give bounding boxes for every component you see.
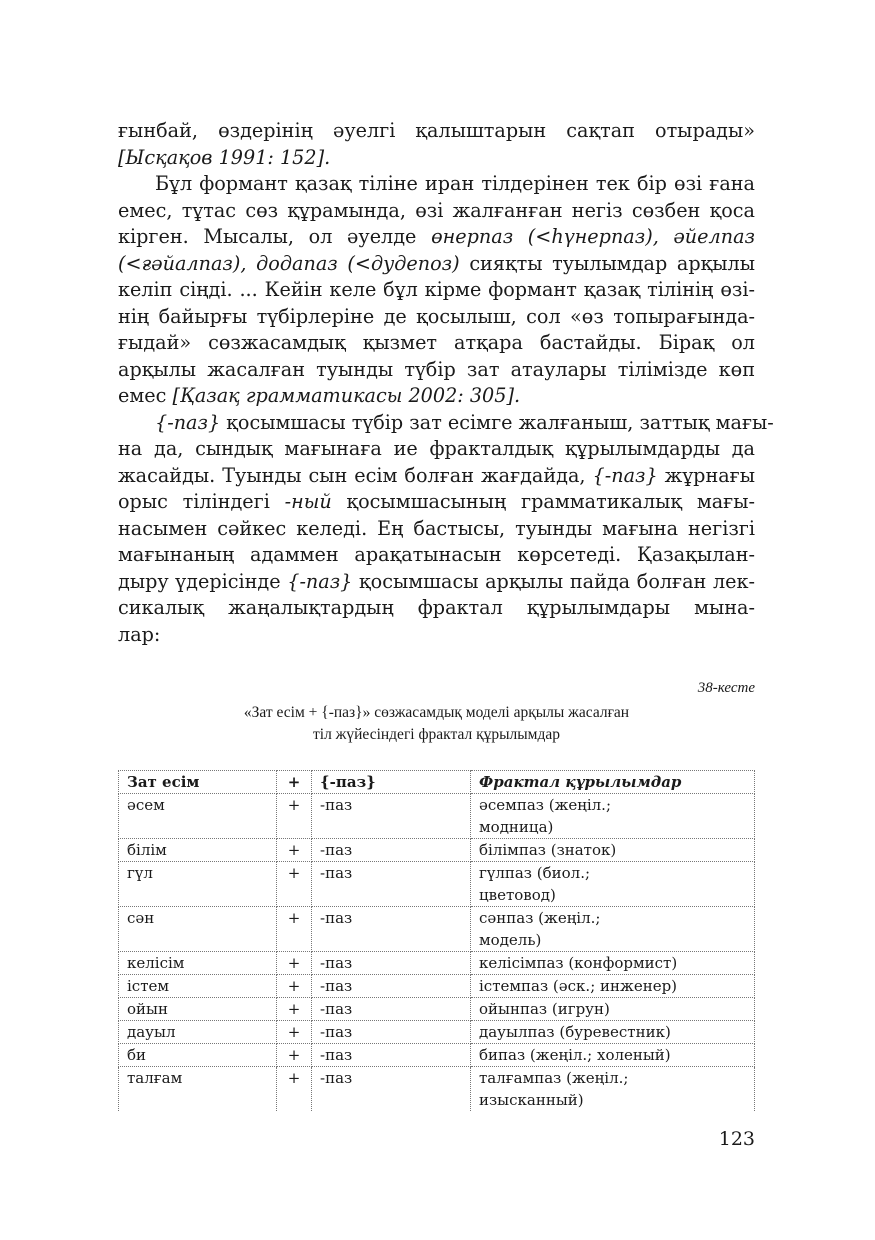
cell-fractal: білімпаз (знаток) (471, 839, 755, 862)
header-noun: Зат есім (119, 771, 277, 794)
cell-noun: сән (119, 907, 277, 952)
table-number: 38-кесте (697, 680, 755, 696)
cell-suffix: -паз (312, 998, 471, 1021)
cell-plus: + (277, 1044, 312, 1067)
text-line: арқылы жасалған туынды түбір зат атаулары тілімізде көп (118, 357, 755, 381)
table-row (119, 1044, 755, 1067)
cell-plus: + (277, 975, 312, 998)
fractal-structures-table (118, 770, 755, 1111)
cell-suffix: -паз (312, 1067, 471, 1112)
table-row (119, 1021, 755, 1044)
cell-suffix: -паз (312, 862, 471, 907)
text-line: орыс тіліндегі -ный қосымшасының грамматикалық мағы- (118, 490, 755, 513)
cell-noun: әсем (119, 794, 277, 839)
table-row (119, 975, 755, 998)
text-line: лар: (118, 622, 161, 646)
header-suffix: {-паз} (312, 771, 471, 794)
text-line: нің байырғы түбірлеріне де қосылыш, сол «өз топырағында- (118, 304, 755, 328)
header-plus: + (277, 771, 312, 794)
text-line: емес, тұтас сөз құрамында, өзі жалғанған негіз сөзбен қоса (118, 198, 755, 222)
cell-noun: ойын (119, 998, 277, 1021)
table-title-line-1: «Зат есім + {-паз}» сөзжасамдық моделі арқылы жасалған (243, 704, 630, 721)
table-row (119, 1067, 755, 1112)
cell-plus: + (277, 839, 312, 862)
table-row (119, 907, 755, 952)
text-line: дыру үдерісінде {-паз} қосымшасы арқылы пайда болған лек- (118, 569, 755, 593)
text-line: Бұл формант қазақ тіліне иран тілдерінен тек бір өзі ғана (155, 172, 755, 195)
text-line: мағынаның адаммен арақатынасын көрсетеді. Қазақылан- (118, 543, 755, 566)
cell-fractal: гүлпаз (биол.; цветовод) (471, 862, 755, 907)
cell-suffix: -паз (312, 839, 471, 862)
cell-fractal: келісімпаз (конформист) (471, 952, 755, 975)
table-title-line-2: тіл жүйесіндегі фрактал құрылымдар (312, 726, 560, 743)
cell-noun: дауыл (119, 1021, 277, 1044)
cell-suffix: -паз (312, 907, 471, 952)
cell-noun: гүл (119, 862, 277, 907)
text-line: ғыдай» сөзжасамдық қызмет атқара бастайды. Бірақ ол (118, 331, 755, 354)
cell-fractal: істемпаз (әск.; инженер) (471, 975, 755, 998)
cell-plus: + (277, 1067, 312, 1112)
table-row (119, 839, 755, 862)
cell-suffix: -паз (312, 975, 471, 998)
text-line: кірген. Мысалы, ол әуелде өнерпаз (<һүнерпаз), әйелпаз (118, 225, 755, 248)
cell-plus: + (277, 794, 312, 839)
table-title (118, 702, 755, 746)
cell-fractal: талғампаз (жеңіл.; изысканный) (471, 1067, 755, 1112)
cell-noun: білім (119, 839, 277, 862)
table-row (119, 794, 755, 839)
text-line: насымен сәйкес келеді. Ең бастысы, туынды мағына негізгі (118, 516, 755, 540)
table-row (119, 998, 755, 1021)
page-number: 123 (718, 1128, 755, 1150)
cell-plus: + (277, 998, 312, 1021)
text-line: келіп сіңді. ... Кейін келе бұл кірме формант қазақ тілінің өзі- (118, 278, 755, 301)
text-line: [Ысқақов 1991: 152]. (118, 145, 331, 169)
cell-noun: келісім (119, 952, 277, 975)
text-line: {-паз} қосымшасы түбір зат есімге жалғаныш, заттық мағы- (155, 410, 774, 434)
text-line: ғынбай, өздерінің әуелгі қалыштарын сақтап отырады» (118, 119, 755, 142)
cell-suffix: -паз (312, 1044, 471, 1067)
text-line: сикалық жаңалықтардың фрактал құрылымдары мына- (118, 596, 755, 619)
cell-plus: + (277, 907, 312, 952)
cell-noun: би (119, 1044, 277, 1067)
cell-fractal: сәнпаз (жеңіл.; модель) (471, 907, 755, 952)
cell-plus: + (277, 1021, 312, 1044)
cell-plus: + (277, 862, 312, 907)
cell-fractal: ойынпаз (игрун) (471, 998, 755, 1021)
table-row (119, 862, 755, 907)
cell-noun: талғам (119, 1067, 277, 1112)
header-fractal: Фрактал құрылымдар (471, 771, 755, 794)
table-header-row (119, 771, 755, 794)
text-line: на да, сындық мағынаға ие фракталдық құрылымдарды да (118, 437, 755, 460)
cell-noun: істем (119, 975, 277, 998)
body-text (118, 118, 774, 648)
text-line: (<ғәйалпаз), додапаз (<дудепоз) сияқты туылымдар арқылы (118, 251, 755, 275)
cell-fractal: бипаз (жеңіл.; холеный) (471, 1044, 755, 1067)
cell-fractal: дауылпаз (буревестник) (471, 1021, 755, 1044)
cell-suffix: -паз (312, 794, 471, 839)
cell-suffix: -паз (312, 952, 471, 975)
cell-plus: + (277, 952, 312, 975)
table-row (119, 952, 755, 975)
cell-fractal: әсемпаз (жеңіл.; модница) (471, 794, 755, 839)
text-line: жасайды. Туынды сын есім болған жағдайда, {-паз} жұрнағы (118, 463, 755, 487)
cell-suffix: -паз (312, 1021, 471, 1044)
text-line: емес [Қазақ грамматикасы 2002: 305]. (118, 384, 521, 407)
